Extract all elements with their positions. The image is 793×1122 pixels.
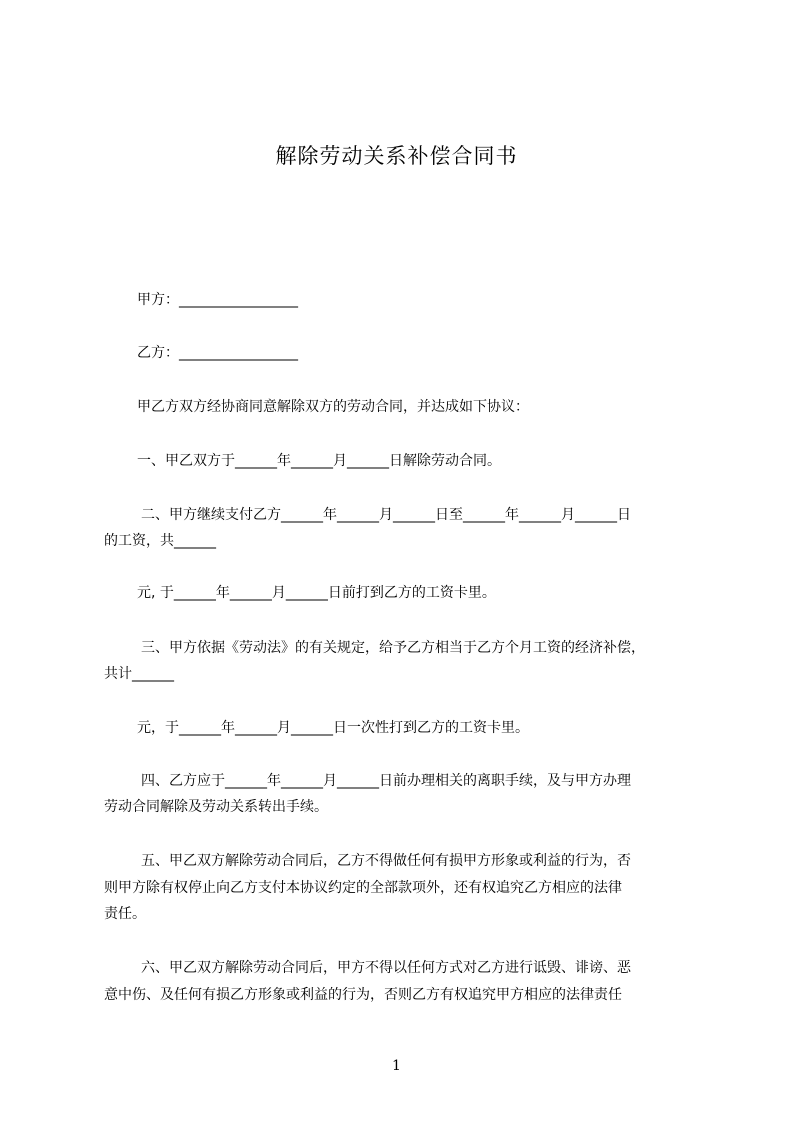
clause-5-line-1: 五、甲乙双方解除劳动合同后，乙方不得做任何有损甲方形象或利益的行为，否	[141, 853, 631, 869]
clause-2-continuation: 元, 于______年______月______日前打到乙方的工资卡里。	[137, 585, 496, 601]
clause-3-line-2: 共计______	[104, 666, 174, 682]
clause-5-line-2: 则甲方除有权停止向乙方支付本协议约定的全部款项外，还有权追究乙方相应的法律	[104, 880, 622, 896]
document-title: 解除劳动关系补偿合同书	[275, 144, 518, 168]
page-number: 1	[392, 1058, 401, 1074]
party-b-line: 乙方：_________________	[137, 345, 298, 361]
clause-4-line-2: 劳动合同解除及劳动关系转出手续。	[104, 799, 328, 815]
clause-2-line-1: 二、甲方继续支付乙方______年______月______日至______年______月______日	[141, 507, 631, 523]
clause-6-line-2: 意中伤、及任何有损乙方形象或利益的行为，否则乙方有权追究甲方相应的法律责任	[104, 987, 622, 1003]
clause-5-line-3: 责任。	[104, 906, 146, 922]
clause-1-line-1: 一、甲乙双方于______年______月______日解除劳动合同。	[137, 453, 501, 469]
clause-3-continuation: 元，于______年______月______日一次性打到乙方的工资卡里。	[137, 720, 529, 736]
clause-3-line-1: 三、甲方依据《劳动法》的有关规定，给予乙方相当于乙方个月工资的经济补偿，	[141, 640, 645, 656]
party-a-line: 甲方：_________________	[137, 292, 298, 308]
clause-4-line-1: 四、乙方应于______年______月______日前办理相关的离职手续，及与甲方办理	[141, 773, 631, 789]
agreement-intro: 甲乙方双方经协商同意解除双方的劳动合同，并达成如下协议：	[137, 399, 529, 415]
clause-6-line-1: 六、甲乙双方解除劳动合同后，甲方不得以任何方式对乙方进行诋毁、诽谤、恶	[141, 960, 631, 976]
clause-2-line-2: 的工资，共______	[104, 533, 216, 549]
